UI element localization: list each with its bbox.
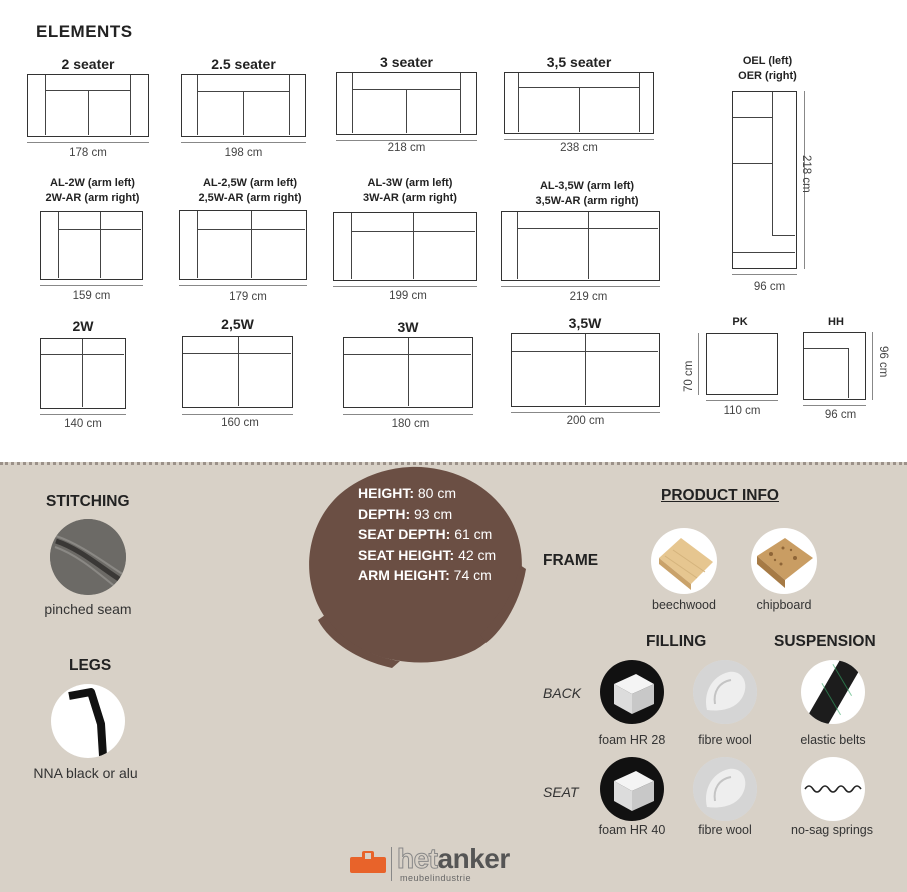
label-3w: 3W [397,319,419,335]
label-3w-ar: 3W-AR (arm right) [363,192,457,204]
seat-foam: foam HR 40 [598,823,666,837]
beechwood-icon [651,528,717,594]
drawing-al-2w [40,211,143,280]
filling-title: FILLING [646,633,707,650]
label-3-5-seater: 3,5 seater [546,54,612,70]
label-2w-ar: 2W-AR (arm right) [45,192,140,204]
product-section [0,462,907,892]
drawing-2-5w [182,336,293,408]
foam-hr40-icon [600,757,664,821]
leg-icon [51,684,125,758]
dim-3-5w: 200 cm [566,415,605,427]
frame-title: FRAME [543,552,599,569]
dim-3w: 180 cm [391,418,430,430]
dim-2w: 140 cm [64,418,102,430]
brand-tagline: meubelindustrie [400,873,472,883]
label-al-2-5w: AL-2,5W (arm left) [202,177,298,189]
label-oer-right: OER (right) [738,70,797,82]
drawing-al-3-5w [501,211,660,281]
dim-2-5-seater: 198 cm [224,147,263,159]
label-3-5w: 3,5W [568,315,602,331]
stitching-caption: pinched seam [44,601,132,617]
fibre-wool-seat-icon [693,757,757,821]
back-suspension: elastic belts [800,733,866,747]
drawing-hh [803,332,866,400]
seat-label: SEAT [543,784,579,800]
label-oel-left: OEL (left) [742,55,793,67]
pinched-seam-icon [50,519,126,595]
brand-name: hetanker [397,843,510,874]
dim-2-5w: 160 cm [221,417,259,429]
label-3-5w-ar: 3,5W-AR (arm right) [535,195,639,207]
dim-al-2w: 159 cm [72,290,111,302]
elements-title: ELEMENTS [36,22,133,41]
spec-seat-height: SEAT HEIGHT: 42 cm [358,546,497,563]
foam-hr28-icon [600,660,664,724]
drawing-3-5-seater [504,72,654,134]
spec-depth: DEPTH: 93 cm [358,505,453,522]
drawing-2w [40,338,126,409]
label-2w: 2W [72,318,94,334]
dim-hh-depth: 96 cm [877,346,889,378]
stitching-title: STITCHING [46,493,130,510]
label-2-5w-ar: 2,5W-AR (arm right) [198,192,302,204]
suspension-title: SUSPENSION [774,633,876,650]
dim-pk-width: 110 cm [723,405,761,417]
label-pk: PK [732,316,748,328]
label-al-2w: AL-2W (arm left) [50,177,135,189]
label-3-seater: 3 seater [380,54,433,70]
elastic-belts-icon [801,660,865,724]
dim-al-3w: 199 cm [389,290,427,302]
frame-chipboard: chipboard [756,598,812,612]
chipboard-icon [751,528,817,594]
dim-hh-width: 96 cm [824,409,857,421]
dim-oel-depth: 218 cm [800,155,812,193]
dim-pk-depth: 70 cm [683,360,695,392]
frame-beechwood: beechwood [652,598,716,612]
drawing-al-2-5w [179,210,307,280]
drawing-al-3w [333,212,477,281]
label-hh: HH [828,316,844,328]
drawing-3-seater [336,72,477,135]
seat-fibre: fibre wool [698,823,752,837]
label-2-seater: 2 seater [61,56,115,72]
drawing-3w [343,337,473,408]
dim-oel-width: 96 cm [753,281,786,293]
no-sag-springs-icon [801,757,865,821]
seat-suspension: no-sag springs [791,823,873,837]
drawing-3-5w [511,333,660,407]
spec-arm-height: ARM HEIGHT: 74 cm [358,567,492,583]
drawing-pk [706,333,778,395]
fibre-wool-back-icon [693,660,757,724]
dim-3-5-seater: 238 cm [560,142,598,154]
back-fibre: fibre wool [698,733,752,747]
label-al-3-5w: AL-3,5W (arm left) [539,180,635,192]
spec-seat-depth: SEAT DEPTH: 61 cm [358,526,493,542]
drawing-2-seater [27,74,149,137]
label-2-5w: 2,5W [221,316,254,332]
dim-3-seater: 218 cm [387,142,426,154]
dim-2-seater: 178 cm [69,147,107,159]
drawing-2-5-seater [181,74,306,137]
back-foam: foam HR 28 [598,733,666,747]
legs-title: LEGS [69,657,112,674]
back-label: BACK [543,685,582,701]
hetanker-logo-icon [348,849,388,875]
dim-al-3-5w: 219 cm [569,291,608,303]
dim-al-2-5w: 179 cm [229,291,267,303]
drawing-oel [732,91,797,269]
label-2-5-seater: 2.5 seater [211,56,276,72]
legs-caption: NNA black or alu [33,765,138,781]
product-info-title: PRODUCT INFO [661,487,779,504]
label-al-3w: AL-3W (arm left) [367,177,453,189]
spec-height: HEIGHT: 80 cm [358,485,457,501]
